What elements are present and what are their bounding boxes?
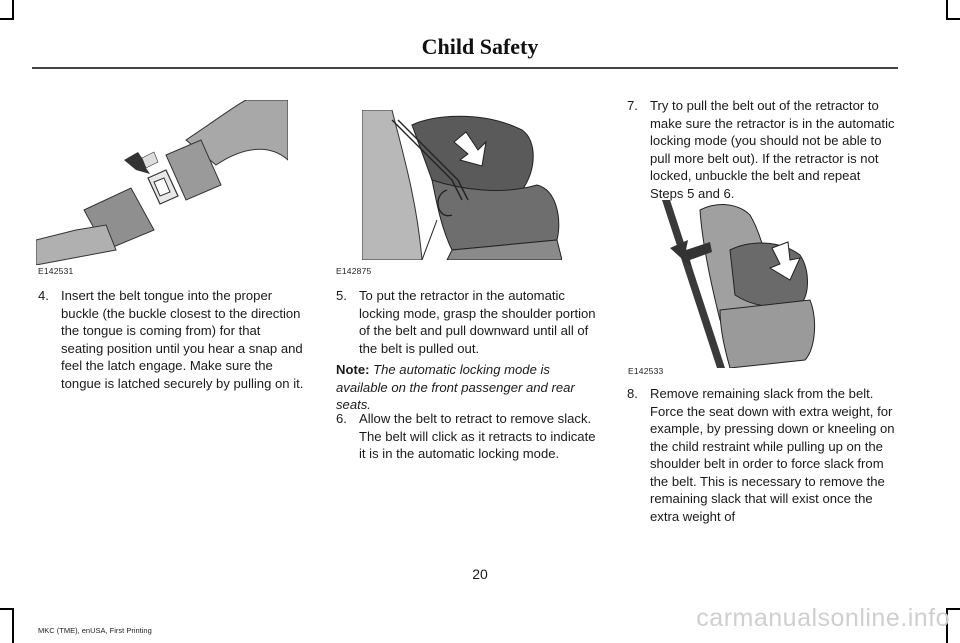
step-text: To put the retractor in the automatic locking mode, grasp the shoulder portion of the belt and pull downward until all of the belt is pulled out. xyxy=(359,288,596,356)
step-number: 6. xyxy=(336,411,347,426)
step-text: Insert the belt tongue into the proper buckle (the buckle closest to the direction the tongue is coming from) for that seating position until you hear a snap and feel the latch engage. Make sure the tongue is latched securely by pulling on it. xyxy=(61,288,304,391)
crop-mark xyxy=(946,18,960,20)
step-list xyxy=(336,410,604,463)
note-label: Note: xyxy=(336,362,370,377)
header-divider xyxy=(32,67,898,69)
step-5 xyxy=(336,287,604,357)
step-number: 5. xyxy=(336,288,347,303)
step-list xyxy=(627,97,897,202)
step-text: Try to pull the belt out of the retractor to make sure the retractor is in the automatic locking mode (you should not be able to pull more belt out). If the retractor is not locked, unbuckle the belt and repeat Steps 5 and 6. xyxy=(650,98,895,201)
note-paragraph xyxy=(336,361,604,414)
step-number: 7. xyxy=(627,98,638,113)
crop-mark xyxy=(12,0,14,20)
print-info: MKC (TME), enUSA, First Printing xyxy=(38,626,152,635)
crop-mark xyxy=(0,18,14,20)
belt-buckle-illustration xyxy=(36,100,288,265)
step-list xyxy=(627,385,897,525)
step-8 xyxy=(627,385,897,525)
figure-label: E142531 xyxy=(38,266,74,276)
note-text: The automatic locking mode is available on the front passenger and rear seats. xyxy=(336,362,575,412)
step-list xyxy=(336,287,604,357)
step-list xyxy=(38,287,306,392)
step-4 xyxy=(38,287,306,392)
page-title: Child Safety xyxy=(421,34,539,59)
step-number: 8. xyxy=(627,386,638,401)
page-number: 20 xyxy=(472,566,488,582)
crop-mark xyxy=(0,608,14,610)
step-text: Allow the belt to retract to remove slack. The belt will click as it retracts to indicate it is in the automatic locking mode. xyxy=(359,411,596,461)
figure-label: E142533 xyxy=(628,366,664,376)
child-seat-illustration xyxy=(640,200,818,368)
step-6 xyxy=(336,410,604,463)
retractor-locking-illustration xyxy=(362,110,562,260)
crop-mark xyxy=(12,608,14,643)
figure-label: E142875 xyxy=(336,266,372,276)
crop-mark xyxy=(946,0,948,20)
watermark: carmanualsonline.info xyxy=(696,604,950,632)
step-7 xyxy=(627,97,897,202)
step-text: Remove remaining slack from the belt. Force the seat down with extra weight, for example, by pressing down or kneeling on the child restraint while pulling up on the shoulder belt in order to force slack from the belt. This is necessary to remove the remaining slack that will exist once the extra weight of xyxy=(650,386,895,524)
step-number: 4. xyxy=(38,288,49,303)
